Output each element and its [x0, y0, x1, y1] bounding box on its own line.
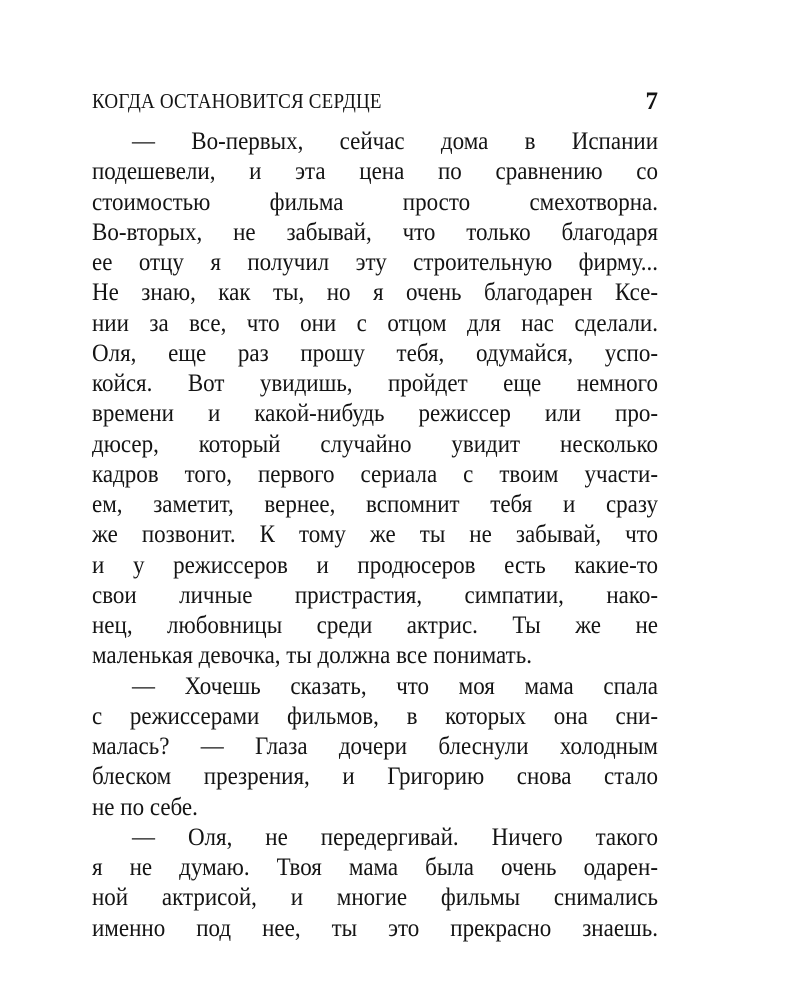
text-line: кадров того, первого сериала с твоим участи- [92, 459, 658, 488]
text-line: ее отцу я получил эту строительную фирму... [92, 247, 658, 276]
text-line: Оля, еще раз прошу тебя, одумайся, успо- [92, 338, 658, 367]
text-line: нии за все, что они с отцом для нас сделали. [92, 307, 658, 336]
text-line: времени и какой-нибудь режиссер или про- [92, 398, 658, 427]
text-line: стоимостью фильма просто смехотворна. [92, 186, 658, 215]
text-line: и у режиссеров и продюсеров есть какие-то [92, 549, 658, 578]
text-line: не по себе. [92, 791, 198, 820]
text-line: малась? — Глаза дочери блеснули холодным [92, 731, 658, 760]
text-line: ной актрисой, и многие фильмы снимались [92, 882, 658, 911]
text-line: я не думаю. Твоя мама была очень одарен- [92, 852, 658, 881]
text-line: ем, заметит, вернее, вспомнит тебя и сразу [92, 489, 658, 518]
text-line: подешевели, и эта цена по сравнению со [92, 156, 658, 185]
text-line: нец, любовницы среди актрис. Ты же не [92, 610, 658, 639]
text-line: дюсер, который случайно увидит несколько [92, 428, 658, 457]
running-header [92, 88, 658, 122]
text-line: свои личные пристрастия, симпатии, нако- [92, 580, 658, 609]
text-line: же позвонит. К тому же ты не забывай, что [92, 519, 658, 548]
text-line: маленькая девочка, ты должна все понимать. [92, 640, 532, 669]
text-line: именно под нее, ты это прекрасно знаешь. [92, 912, 658, 941]
running-title: КОГДА ОСТАНОВИТСЯ СЕРДЦЕ [92, 90, 382, 114]
page-number: 7 [645, 88, 658, 115]
text-line: — Во-первых, сейчас дома в Испании [132, 126, 658, 155]
text-line: с режиссерами фильмов, в которых она сни- [92, 701, 658, 730]
body-text [92, 126, 658, 943]
text-line: блеском презрения, и Григорию снова стало [92, 761, 658, 790]
text-line: койся. Вот увидишь, пройдет еще немного [92, 368, 658, 397]
text-line: — Оля, не передергивай. Ничего такого [132, 822, 658, 851]
text-line: Во-вторых, не забывай, что только благодаря [92, 217, 658, 246]
text-line: — Хочешь сказать, что моя мама спала [132, 670, 658, 699]
book-page [92, 88, 658, 943]
text-line: Не знаю, как ты, но я очень благодарен Ксе- [92, 277, 658, 306]
